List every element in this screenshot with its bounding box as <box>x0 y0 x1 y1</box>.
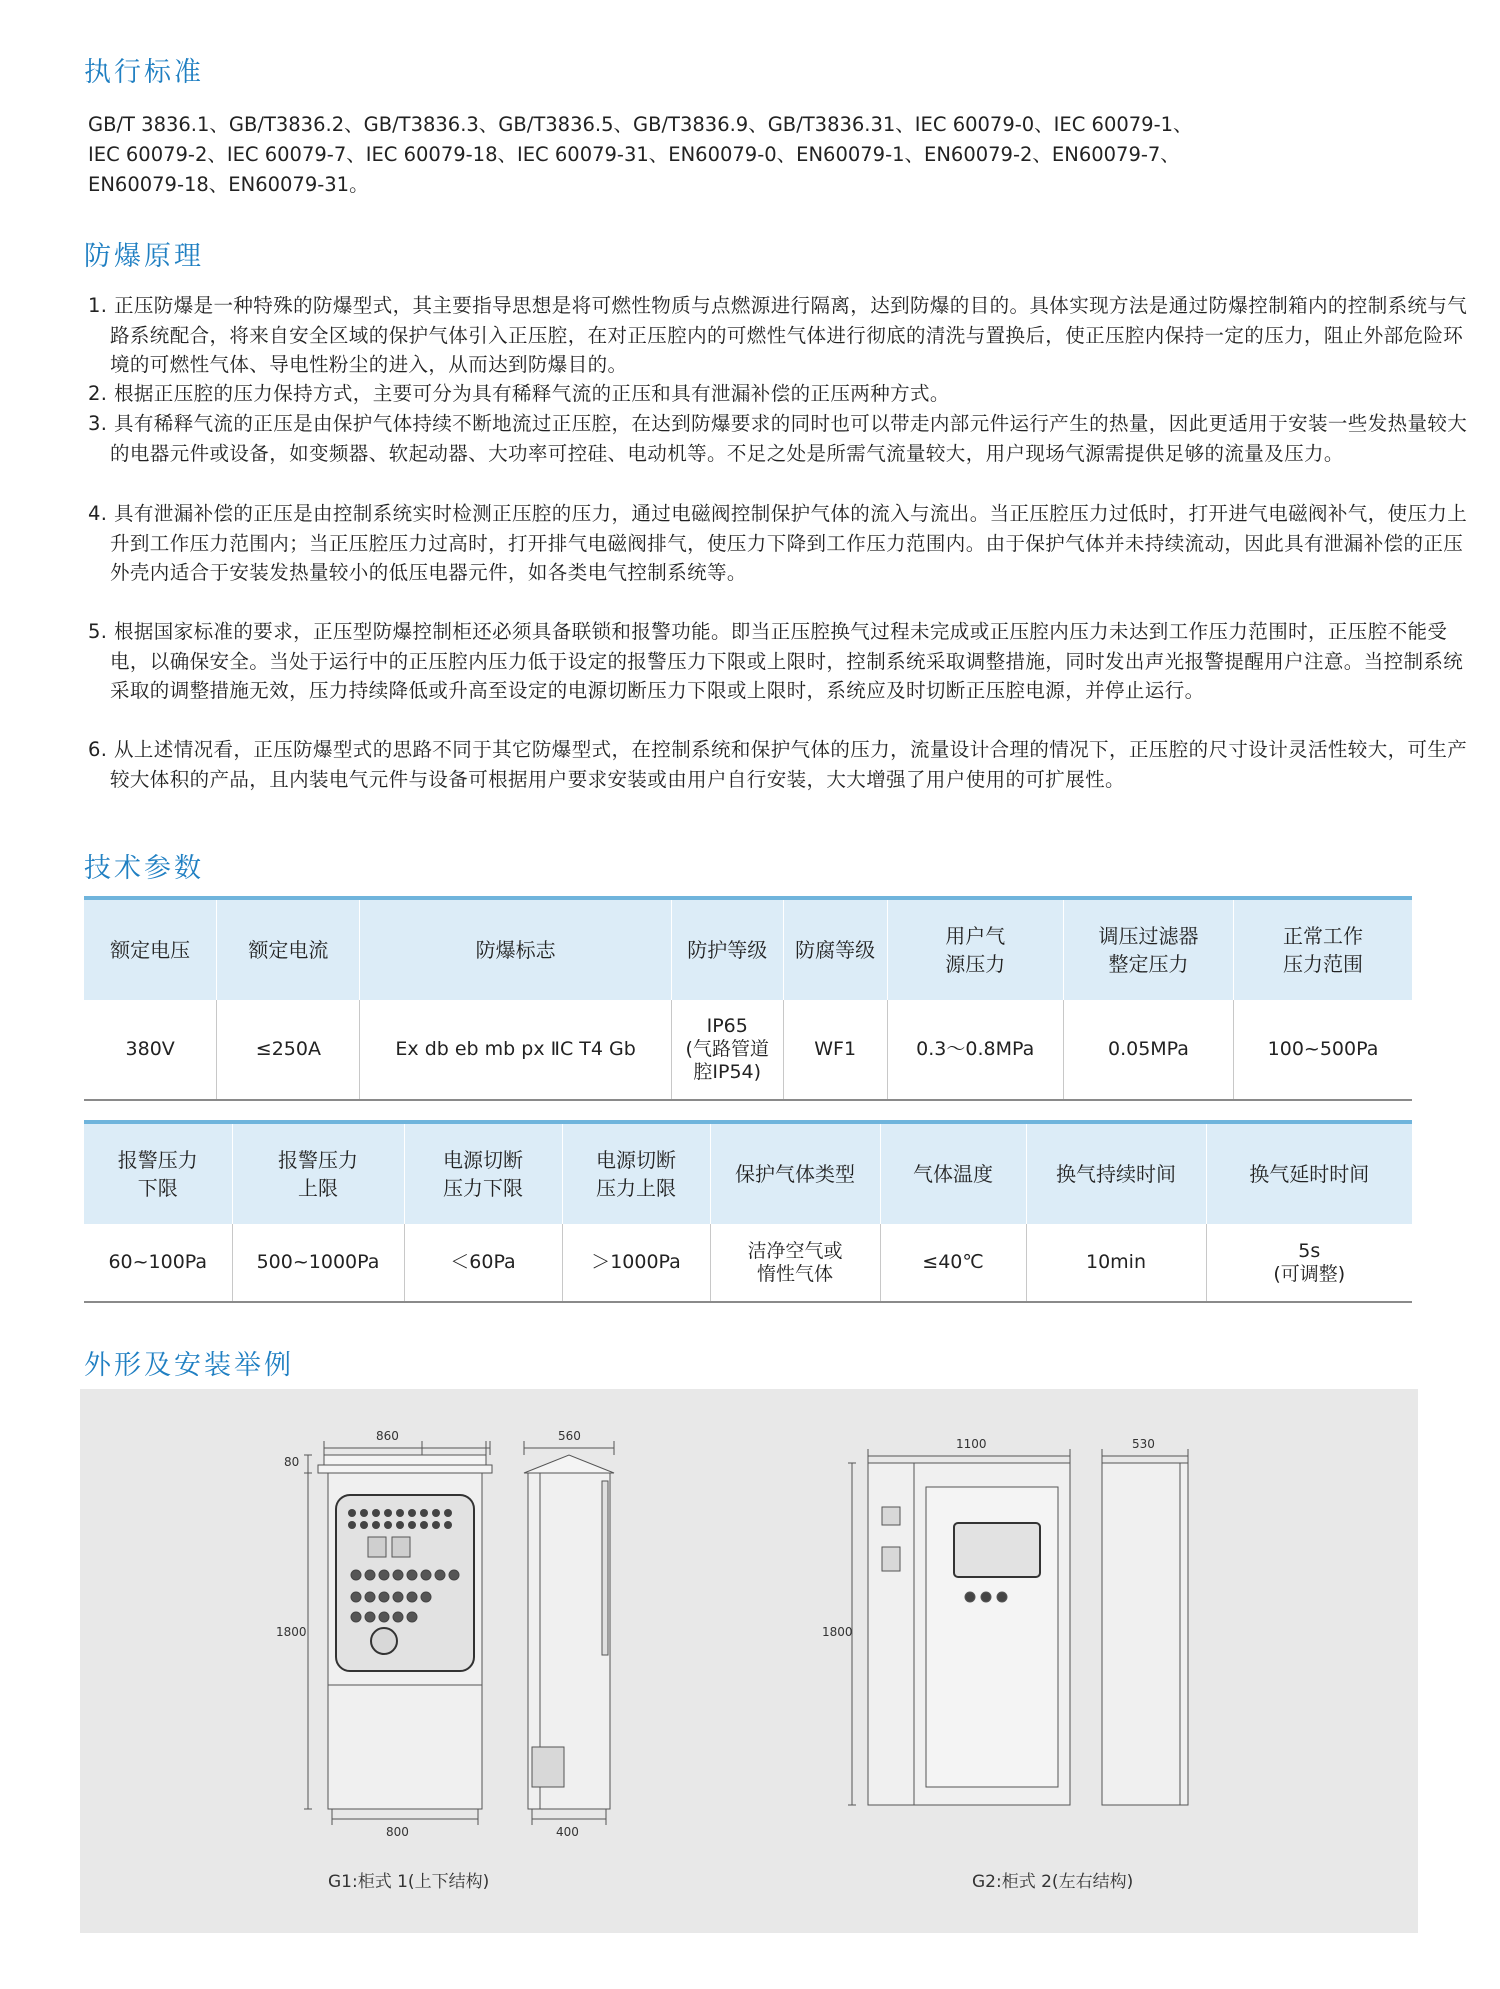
table2-header: 电源切断 压力下限 <box>404 1122 562 1224</box>
table2-header: 换气延时时间 <box>1206 1122 1412 1224</box>
g1-height-label: 1800 <box>276 1625 307 1639</box>
table1-header: 调压过滤器 整定压力 <box>1063 898 1233 1000</box>
table1-header: 防爆标志 <box>360 898 671 1000</box>
table2-cell: ＞1000Pa <box>562 1224 710 1302</box>
principle-item-4: 4. 具有泄漏补偿的正压是由控制系统实时检测正压腔的压力，通过电磁阀控制保护气体的流入与流出。当正压腔压力过低时，打开进气电磁阀补气，使压力上升到工作压力范围内；当正压腔压力过高时，打开排气电磁阀排气，使压力下降到工作压力范围内。由于保护气体并未持续流动，因此具有泄漏补偿的正压外壳内适合于安装发热量较小的低压电器元件，如各类电气控制系统等。 <box>88 502 1468 584</box>
drawing-panel <box>80 1389 1418 1933</box>
spec-table-2 <box>84 1120 1412 1303</box>
principle-item-3: 3. 具有稀释气流的正压是由保护气体持续不断地流过正压腔，在达到防爆要求的同时也可以带走内部元件运行产生的热量，因此更适用于安装一些发热量较大的电器元件或设备，如变频器、软起动器、大功率可控硅、电动机等。不足之处是所需气流量较大，用户现场气源需提供足够的流量及压力。 <box>88 412 1468 465</box>
table-row <box>84 1224 1412 1302</box>
spec-table-header-row <box>84 1122 1412 1224</box>
cabinet-outlines <box>80 1389 1418 1933</box>
table2-cell: ＜60Pa <box>404 1224 562 1302</box>
table2-cell: 10min <box>1026 1224 1206 1302</box>
g2-front-view <box>848 1449 1070 1805</box>
principle-heading: 防爆原理 <box>84 241 204 272</box>
table2-cell: ≤40℃ <box>880 1224 1026 1302</box>
g1-side-outline <box>524 1441 614 1825</box>
standards-line: EN60079-18、EN60079-31。 <box>88 173 369 196</box>
g1-side-width-label: 560 <box>558 1429 581 1443</box>
table2-cell: 5s (可调整) <box>1206 1224 1412 1302</box>
principle-item-1: 1. 正压防爆是一种特殊的防爆型式，其主要指导思想是将可燃性物质与点燃源进行隔离，达到防爆的目的。具体实现方法是通过防爆控制箱内的控制系统与气路系统配合，将来自安全区域的保护气体引入正压腔，在对正压腔内的可燃性气体进行彻底的清洗与置换后，使正压腔内保持一定的压力，阻止外部危险环境的可燃性气体、导电性粉尘的进入，从而达到防爆目的。 <box>88 294 1468 376</box>
table1-cell: Ex db eb mb px ⅡC T4 Gb <box>360 1000 671 1100</box>
table1-cell: 380V <box>84 1000 217 1100</box>
table2-header: 换气持续时间 <box>1026 1122 1206 1224</box>
g1-caption: G1:柜式 1(上下结构) <box>328 1872 490 1892</box>
spec-table-1 <box>84 896 1412 1101</box>
table2-header: 报警压力 上限 <box>232 1122 404 1224</box>
g2-side-outline <box>1102 1449 1188 1805</box>
g2-caption: G2:柜式 2(左右结构) <box>972 1872 1134 1892</box>
table1-cell: ≤250A <box>217 1000 360 1100</box>
g1-side-base-label: 400 <box>556 1825 579 1839</box>
table1-header: 额定电流 <box>217 898 360 1000</box>
standards-line: GB/T 3836.1、GB/T3836.2、GB/T3836.3、GB/T3836.5、GB/T3836.9、GB/T3836.31、IEC 60079-0、IEC 60079-1、 <box>88 113 1193 136</box>
g2-width-label: 1100 <box>956 1437 987 1451</box>
table1-header: 防腐等级 <box>783 898 887 1000</box>
table1-cell: 100~500Pa <box>1234 1000 1412 1100</box>
spec-table-header-row <box>84 898 1412 1000</box>
table2-header: 电源切断 压力上限 <box>562 1122 710 1224</box>
table2-cell: 500~1000Pa <box>232 1224 404 1302</box>
table2-cell: 60~100Pa <box>84 1224 232 1302</box>
standards-line: IEC 60079-2、IEC 60079-7、IEC 60079-18、IEC 60079-31、EN60079-0、EN60079-1、EN60079-2、EN60079-7、 <box>88 143 1180 166</box>
table1-cell: 0.05MPa <box>1063 1000 1233 1100</box>
table2-header: 气体温度 <box>880 1122 1026 1224</box>
table1-header: 正常工作 压力范围 <box>1234 898 1412 1000</box>
g2-side-width-label: 530 <box>1132 1437 1155 1451</box>
table-row <box>84 1000 1412 1100</box>
standards-heading: 执行标准 <box>84 57 204 88</box>
table2-cell: 洁净空气或 惰性气体 <box>710 1224 880 1302</box>
table2-header: 报警压力 下限 <box>84 1122 232 1224</box>
install-heading: 外形及安装举例 <box>84 1350 294 1381</box>
g1-top-height-label: 80 <box>284 1455 300 1469</box>
table1-header: 防护等级 <box>671 898 783 1000</box>
principle-item-2: 2. 根据正压腔的压力保持方式，主要可分为具有稀释气流的正压和具有泄漏补偿的正压两种方式。 <box>88 382 950 405</box>
table2-header: 保护气体类型 <box>710 1122 880 1224</box>
table1-header: 额定电压 <box>84 898 217 1000</box>
g1-base-label: 800 <box>386 1825 409 1839</box>
table1-cell: IP65 (气路管道 腔IP54) <box>671 1000 783 1100</box>
g1-width-label: 860 <box>376 1429 399 1443</box>
principle-item-6: 6. 从上述情况看，正压防爆型式的思路不同于其它防爆型式，在控制系统和保护气体的压力，流量设计合理的情况下，正压腔的尺寸设计灵活性较大，可生产较大体积的产品，且内装电气元件与设备可根据用户要求安装或由用户自行安装，大大增强了用户使用的可扩展性。 <box>88 738 1468 791</box>
table1-cell: 0.3～0.8MPa <box>887 1000 1063 1100</box>
principle-item-5: 5. 根据国家标准的要求，正压型防爆控制柜还必须具备联锁和报警功能。即当正压腔换气过程未完成或正压腔内压力未达到工作压力范围时，正压腔不能受电，以确保安全。当处于运行中的正压腔内压力低于设定的报警压力下限或上限时，控制系统采取调整措施，同时发出声光报警提醒用户注意。当控制系统采取的调整措施无效，压力持续降低或升高至设定的电源切断压力下限或上限时，系统应及时切断正压腔电源，并停止运行。 <box>88 620 1464 702</box>
table1-cell: WF1 <box>783 1000 887 1100</box>
table1-header: 用户气 源压力 <box>887 898 1063 1000</box>
params-heading: 技术参数 <box>84 853 204 884</box>
g2-height-label: 1800 <box>822 1625 853 1639</box>
